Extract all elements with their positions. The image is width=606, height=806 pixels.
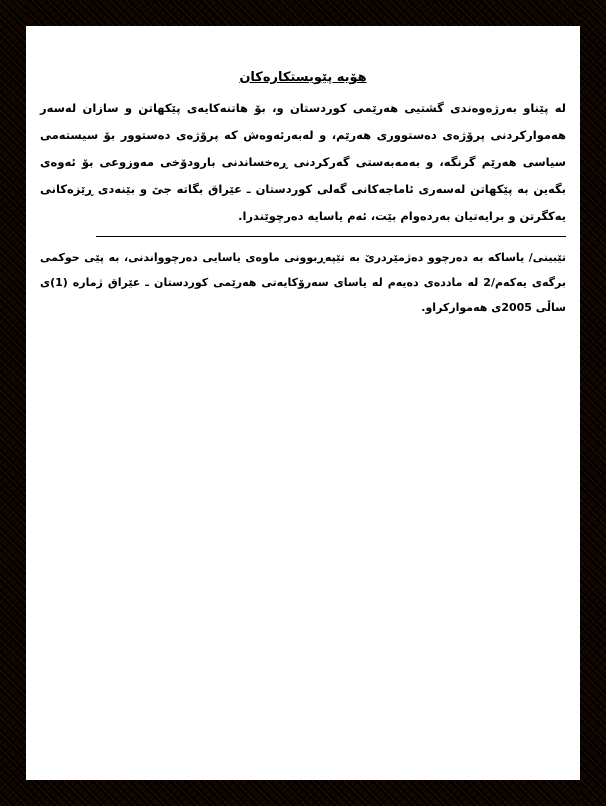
decorative-border-bottom (0, 780, 606, 806)
decorative-border-top (0, 0, 606, 26)
note-paragraph: تێبینی/ یاساکە بە دەرچوو دەژمێردرێ بە تێپەڕبوونی ماوەی یاسایی دەرچوواندنی، بە پێی حوکمی برگەی یەکەم/2 لە ماددەی دەیەم لە یاسای سەرۆکایەتی هەرێمی کوردستان ـ عێراق ژمارە (1)ی ساڵی 2005ی هەموارکراو. (40, 251, 566, 314)
decorative-border-left (0, 0, 26, 806)
section-divider (96, 236, 566, 237)
intro-paragraph: لە پێناو بەرژەوەندی گشتیی هەرێمی کوردستان و، بۆ هاتنەکایەی پێکهاتن و سازان لەسەر هەموارکردنی پرۆژەی دەستووری هەرێم، و لەبەرئەوەش کە پرۆژەی دەستوور بۆ سیستەمی سیاسی هەرێم گرنگە، و بەمەبەستی گەرکردنی ڕەخساندنی بارودۆخی مەوزوعی بۆ ئەوەی بگەین بە پێکهاتن لەسەری ئاماجەکانی گەلی کوردستان ـ عێراق بگاتە جێ و بێنەدی ڕێزەکانی یەکگرتن و برایەتیان بەردەوام بێت، ئەم یاسایە دەرچوێندرا. (40, 101, 566, 223)
document-heading: هۆیە پێویستکارەکان (239, 70, 367, 85)
decorative-border-right (580, 0, 606, 806)
document-body (40, 70, 566, 320)
